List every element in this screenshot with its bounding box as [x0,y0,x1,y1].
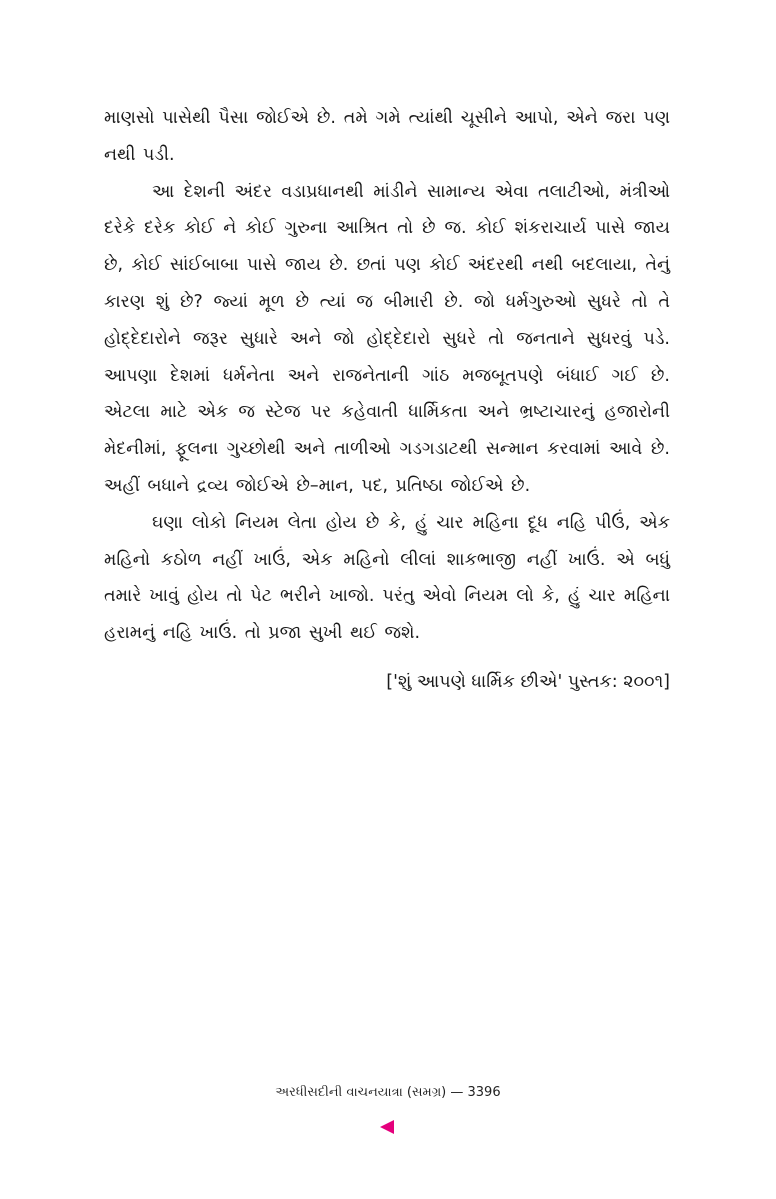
paragraph: ઘણા લોકો નિયમ લેતા હોય છે કે, હું ચાર મહિના દૂધ નહિ પીઉં, એક મહિનો કઠોળ નહીં ખાઉં, એક મહિનો લીલાં શાકભાજી નહીં ખાઉં. એ બધું તમારે ખાવું હોય તો પેટ ભરીને ખાજો. પરંતુ એવો નિયમ લો કે, હું ચાર મહિના હરામનું નહિ ખાઉં. તો પ્રજા સુખી થઈ જશે. [104,512,670,644]
previous-page-icon[interactable] [380,1120,394,1134]
body-text [104,100,670,700]
page-footer: અરધીસદીની વાચનયાત્રા (સમગ્ર) — 3396 [275,1085,501,1100]
source-citation: ['શું આપણે ધાર્મિક છીએ' પુસ્તક: ૨૦૦૧] [386,671,670,692]
paragraph: આ દેશની અંદર વડાપ્રધાનથી માંડીને સામાન્ય એવા તલાટીઓ, મંત્રીઓ દરેકે દરેક કોઈ ને કોઈ ગુરુના આશ્રિત તો છે જ. કોઈ શંકરાચાર્ય પાસે જાય છે, કોઈ સાંઈબાબા પાસે જાય છે. છતાં પણ કોઈ અંદરથી નથી બદલાયા, તેનું કારણ શું છે? જ્યાં મૂળ છે ત્યાં જ બીમારી છે. જો ધર્મગુરુઓ સુધરે તો તે હોદ્દેદારોને જરૂર સુધારે અને જો હોદ્દેદારો સુધરે તો જનતાને સુધરવું પડે. આપણા દેશમાં ધર્મનેતા અને રાજનેતાની ગાંઠ મજબૂતપણે બંધાઈ ગઈ છે. એટલા માટે એક જ સ્ટેજ પર કહેવાતી ધાર્મિકતા અને ભ્રષ્ટાચારનું હજારોની મેદનીમાં, ફૂલના ગુચ્છોથી અને તાળીઓ ગડગડાટથી સન્માન કરવામાં આવે છે. અહીં બધાને દ્રવ્ય જોઈએ છે–માન, પદ, પ્રતિષ્ઠા જોઈએ છે. [104,181,670,496]
paragraph-continued: માણસો પાસેથી પૈસા જોઈએ છે. તમે ગમે ત્યાંથી ચૂસીને આપો, એને જરા પણ નથી પડી. [104,108,670,165]
